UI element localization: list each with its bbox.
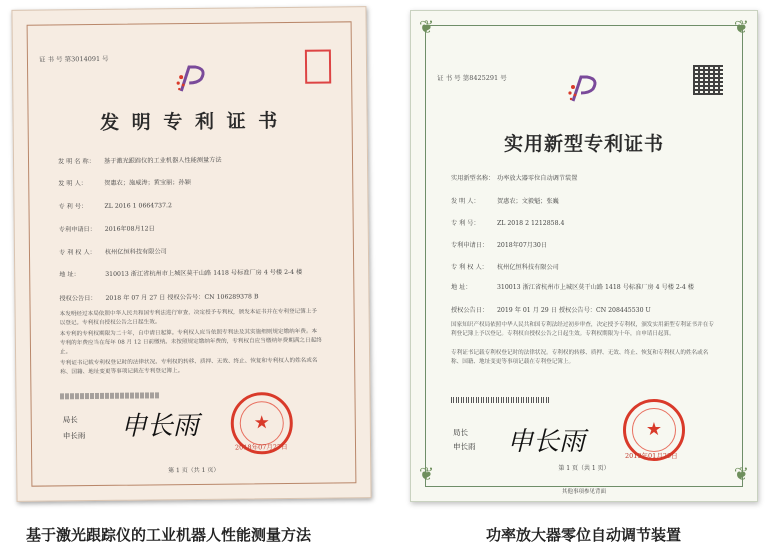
invention-patent-certificate: [11, 6, 371, 502]
barcode: [451, 397, 551, 403]
field-patent-number: 专 利 号： ZL 2016 1 0664737.2: [58, 202, 172, 211]
seal-date: 2019年01月29日: [625, 452, 678, 460]
red-stamp-icon: [305, 50, 331, 84]
certificate-title: 实用新型专利证书: [503, 133, 664, 155]
certificate-title: 发 明 专 利 证 书: [99, 110, 281, 134]
page-number: 第 1 页（共 1 页）: [168, 466, 220, 475]
field-patent-number: 专 利 号： ZL 2018 2 1212858.4: [451, 220, 565, 227]
director-signature: 申长雨: [507, 427, 586, 457]
corner-ornament-icon: ❦: [733, 464, 749, 485]
caption-left: 基于激光跟踪仪的工业机器人性能测量方法: [26, 526, 312, 544]
field-address: 地 址： 310013 浙江省杭州市上城区莫干山路 1418 号标准厂房 4 号楼 2-4 楼: [59, 268, 303, 279]
director-name: 申长雨: [62, 431, 86, 441]
patent-office-emblem-icon: [565, 73, 605, 107]
page-number: 第 1 页（共 1 页）: [558, 465, 610, 472]
footer-note: 其他事项参见背面: [561, 489, 606, 495]
director-name: 申长雨: [453, 442, 476, 451]
caption-right: 功率放大器零位自动调节装置: [486, 526, 682, 544]
qr-code-icon: [693, 65, 723, 95]
director-label: 局长: [62, 415, 78, 425]
field-patentee: 专 利 权 人： 杭州亿恒科技有限公司: [451, 264, 559, 271]
certificate-number: 证 书 号 第8425291 号: [437, 74, 507, 82]
field-invention-name: 发 明 名 称： 基于激光跟踪仪的工业机器人性能测量方法: [57, 156, 222, 166]
corner-ornament-icon: ❦: [419, 464, 435, 485]
patent-office-emblem-icon: [173, 63, 213, 97]
field-inventors: 发 明 人： 贺惠农；施威涛；黄宝丽；孙颖: [58, 179, 191, 188]
field-grant-date: 授权公告日： 2019 年 01 月 29 日 授权公告号：CN 208445530 U: [451, 307, 651, 314]
field-utility-model-name: 实用新型名称： 功率放大器零位自动调节装置: [451, 175, 578, 182]
field-grant-date: 授权公告日： 2018 年 07 月 27 日 授权公告号：CN 106289378 B: [59, 293, 259, 303]
seal-date: 2018年07月27日: [234, 443, 288, 452]
official-seal-icon: ★: [230, 392, 293, 455]
certificate-paragraph: 专利证书记载专利权登记时的法律状况。专利权的转移、质押、无效、终止、恢复和专利权人的姓名或名称、国籍、地址变更等事项记载在专利登记簿上。: [60, 357, 318, 376]
barcode: [60, 392, 160, 399]
certificate-number: 证 书 号 第3014091 号: [38, 54, 109, 64]
certificate-paragraph: 本专利的专利权期限为二十年，自申请日起算。专利权人应当依照专利法及其实施细则规定缴纳年费。本专利的年费应当在每年 08 月 12 日前缴纳。未按照规定缴纳年费的，专利权自应当缴纳年费期满之日起终止。: [59, 328, 322, 356]
director-label: 局长: [453, 428, 468, 437]
field-application-date: 专利申请日： 2016年08月12日: [58, 225, 155, 234]
certificate-paragraph: 专利证书记载专利权登记时的法律状况。专利权的转移、质押、无效、终止、恢复和专利权人的姓名或名称、国籍、地址变更等事项记载在专利登记簿上。: [451, 350, 709, 365]
certificate-paragraph: 国家知识产权局依照中华人民共和国专利法经过初步审查，决定授予专利权，颁发实用新型专利证书并在专利登记簿上予以登记。专利权自授权公告之日起生效。专利权期限为十年，自申请日起算。: [451, 322, 714, 337]
corner-ornament-icon: ❦: [733, 17, 749, 38]
field-application-date: 专利申请日： 2018年07月30日: [451, 242, 548, 249]
director-signature: 申长雨: [120, 410, 199, 442]
corner-ornament-icon: ❦: [419, 17, 435, 38]
field-patentee: 专 利 权 人： 杭州亿恒科技有限公司: [58, 248, 167, 257]
official-seal-icon: ★: [623, 399, 685, 461]
certificate-paragraph: 本发明经过本局依照中华人民共和国专利法进行审查，决定授予专利权，颁发本证书并在专利登记簿上予以登记。专利权自授权公告之日起生效。: [59, 308, 317, 327]
field-address: 地 址： 310013 浙江省杭州市上城区莫干山路 1418 号标准厂房 4 号楼 2-4 楼: [451, 284, 694, 291]
utility-model-patent-certificate: [410, 10, 758, 502]
field-inventors: 发 明 人： 贺惠农；文毅魁；张巍: [451, 198, 559, 205]
